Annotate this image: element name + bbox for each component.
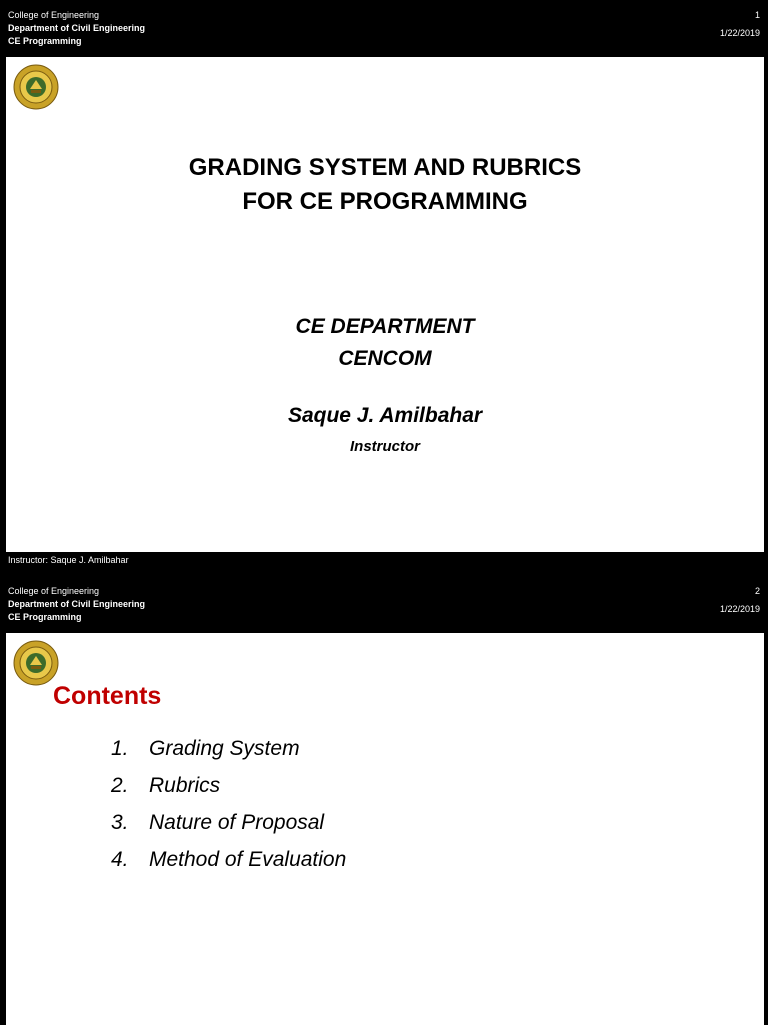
university-seal-icon xyxy=(13,640,59,686)
author-name: Saque J. Amilbahar xyxy=(287,404,483,427)
slide-date: 1/22/2019 xyxy=(719,28,760,38)
author-role: Instructor xyxy=(349,438,420,455)
list-item-text: Rubrics xyxy=(149,774,221,797)
list-item: 2. Rubrics xyxy=(111,774,221,797)
slide-date: 1/22/2019 xyxy=(719,604,760,614)
contents-list xyxy=(111,734,346,882)
list-item-text: Nature of Proposal xyxy=(149,811,325,834)
list-item-text: Method of Evaluation xyxy=(149,848,347,871)
slide-footer: Instructor: Saque J. Amilbahar xyxy=(8,555,129,565)
list-item: 3. Nature of Proposal xyxy=(111,811,325,834)
department-name: Department of Civil Engineering xyxy=(8,23,146,33)
course-name: CE Programming xyxy=(8,612,82,622)
slide-number: 2 xyxy=(754,586,760,596)
slide-number: 1 xyxy=(754,10,760,20)
slide-canvas xyxy=(6,633,764,1025)
course-name: CE Programming xyxy=(8,36,82,46)
list-item-text: Grading System xyxy=(149,737,300,760)
list-item: 1. Grading System xyxy=(111,737,300,760)
slide-header xyxy=(0,0,768,56)
contents-heading: Contents xyxy=(53,682,162,710)
department-block: CE DEPARTMENT CENCOM xyxy=(295,315,475,370)
slide-canvas xyxy=(6,57,764,552)
list-item: 4. Method of Evaluation xyxy=(111,848,347,871)
college-name: College of Engineering xyxy=(8,586,100,596)
department-name: Department of Civil Engineering xyxy=(8,599,146,609)
college-name: College of Engineering xyxy=(8,10,100,20)
university-seal-icon xyxy=(13,64,59,110)
slide-header xyxy=(0,576,768,632)
slide-title: GRADING SYSTEM AND RUBRICS FOR CE PROGRAMMING xyxy=(188,154,582,215)
